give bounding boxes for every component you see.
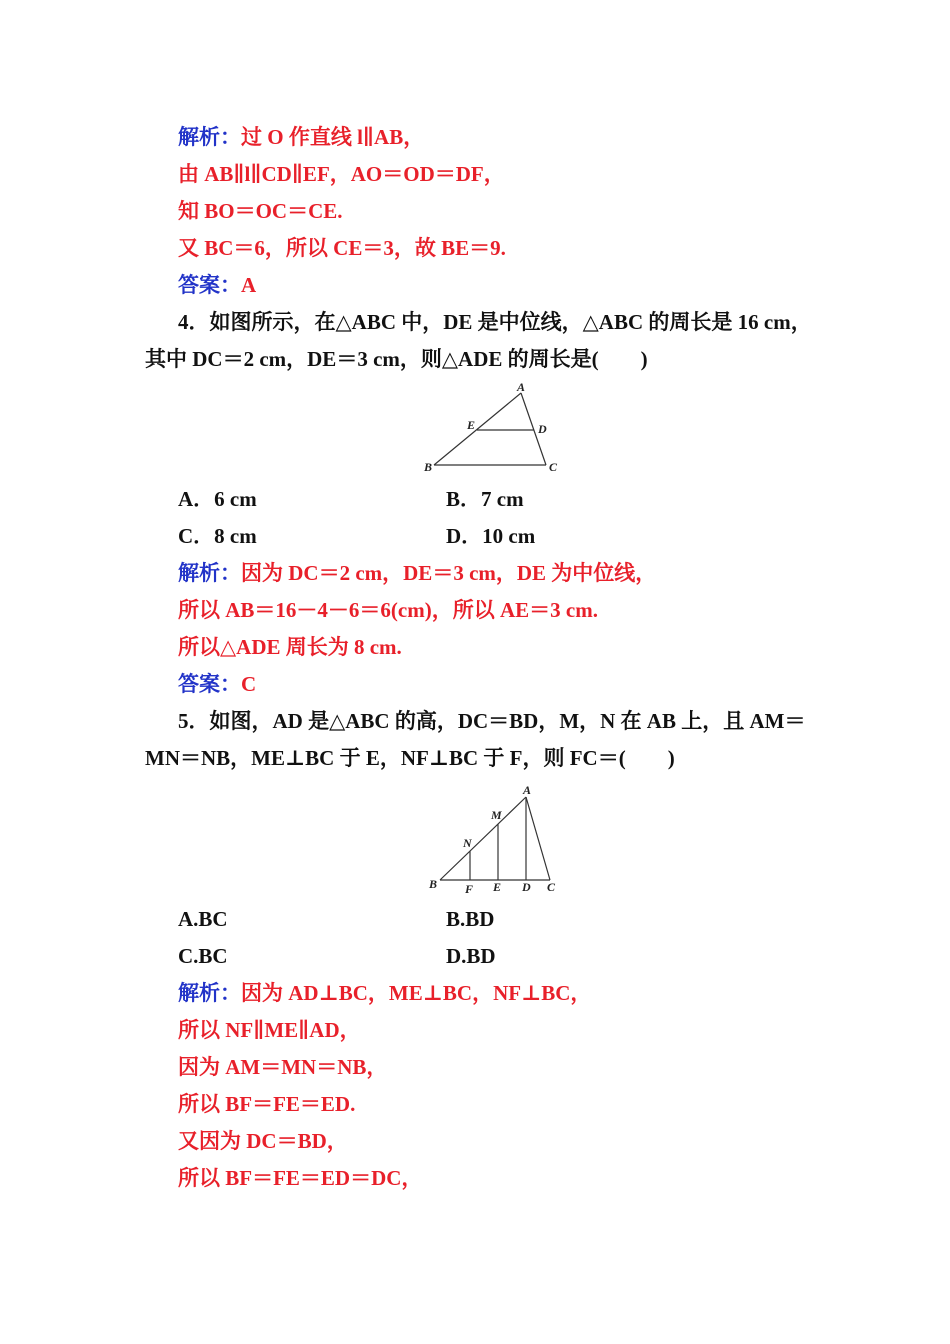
q5-label-n: N: [463, 836, 472, 850]
q3-analysis-line-3: 知 BO＝OC＝CE.: [178, 199, 343, 223]
q4-analysis-line-1: 解析：因为 DC＝2 cm，DE＝3 cm，DE 为中位线，: [178, 561, 657, 585]
q4-option-a: A．6 cm: [178, 487, 257, 511]
q5-analysis-line-1: 解析：因为 AD⊥BC，ME⊥BC，NF⊥BC，: [178, 981, 592, 1005]
q5-analysis-line-6: 所以 BF＝FE＝ED＝DC，: [178, 1166, 423, 1190]
q5-analysis-line-5: 又因为 DC＝BD，: [178, 1129, 348, 1153]
q4-side-ab: [434, 393, 521, 465]
q5-label-a: A: [523, 783, 532, 797]
q4-label-d: D: [538, 422, 547, 436]
q4-analysis-label: 解析：: [178, 561, 241, 585]
q3-analysis-line-2: 由 AB∥l∥CD∥EF，AO＝OD＝DF，: [178, 162, 505, 186]
q5-option-d: D.BD: [446, 944, 496, 968]
q5-label-f: F: [465, 882, 474, 896]
q5-label-e: E: [493, 880, 502, 894]
q4-analysis-line-2: 所以 AB＝16－4－6＝6(cm)，所以 AE＝3 cm.: [178, 598, 598, 622]
q5-option-b: B.BD: [446, 907, 495, 931]
q5-analysis-line-4: 所以 BF＝FE＝ED.: [178, 1092, 356, 1116]
q4-label-c: C: [549, 460, 558, 474]
q4-analysis-line-3: 所以△ADE 周长为 8 cm.: [178, 635, 402, 659]
q4-option-b: B．7 cm: [446, 487, 524, 511]
q5-stem-line-2: MN＝NB，ME⊥BC 于 E，NF⊥BC 于 F，则 FC＝( ): [145, 746, 675, 770]
q5-label-b: B: [429, 877, 438, 891]
q3-analysis-line-4: 又 BC＝6，所以 CE＝3，故 BE＝9.: [178, 236, 506, 260]
q4-label-b: B: [424, 460, 433, 474]
q5-analysis-line-2: 所以 NF∥ME∥AD，: [178, 1018, 361, 1042]
q4-answer: [178, 670, 256, 698]
q3-analysis-label: 解析：: [178, 125, 241, 149]
q3-answer-label: 答案：: [178, 273, 241, 297]
q4-option-c: C．8 cm: [178, 524, 257, 548]
q4-option-d: D．10 cm: [446, 524, 536, 548]
q4-triangle-figure: [420, 378, 570, 478]
q5-label-m: M: [491, 808, 502, 822]
q5-label-c: C: [547, 880, 556, 894]
q4-answer-label: 答案：: [178, 672, 241, 696]
q3-answer: [178, 271, 256, 299]
q5-analysis-line-3: 因为 AM＝MN＝NB，: [178, 1055, 388, 1079]
q4-answer-value: C: [241, 672, 257, 696]
q4-label-a: A: [517, 380, 526, 394]
q5-option-a: A.BC: [178, 907, 228, 931]
q4-stem-line-2: 其中 DC＝2 cm，DE＝3 cm，则△ADE 的周长是( ): [145, 347, 648, 371]
q5-stem-line-1: 5．如图，AD 是△ABC 的高，DC＝BD，M，N 在 AB 上，且 AM＝: [178, 709, 806, 733]
q4-label-e: E: [467, 418, 476, 432]
q5-side-ac: [526, 797, 550, 880]
q5-label-d: D: [522, 880, 531, 894]
q3-answer-value: A: [241, 273, 257, 297]
q5-option-c: C.BC: [178, 944, 228, 968]
q5-triangle-figure: [420, 780, 570, 898]
q5-side-ab: [440, 797, 526, 880]
q3-analysis-line-1: 解析：过 O 作直线 l∥AB，: [178, 125, 425, 149]
q4-stem-line-1: 4．如图所示，在△ABC 中，DE 是中位线，△ABC 的周长是 16 cm，: [178, 310, 812, 334]
q5-analysis-label: 解析：: [178, 981, 241, 1005]
